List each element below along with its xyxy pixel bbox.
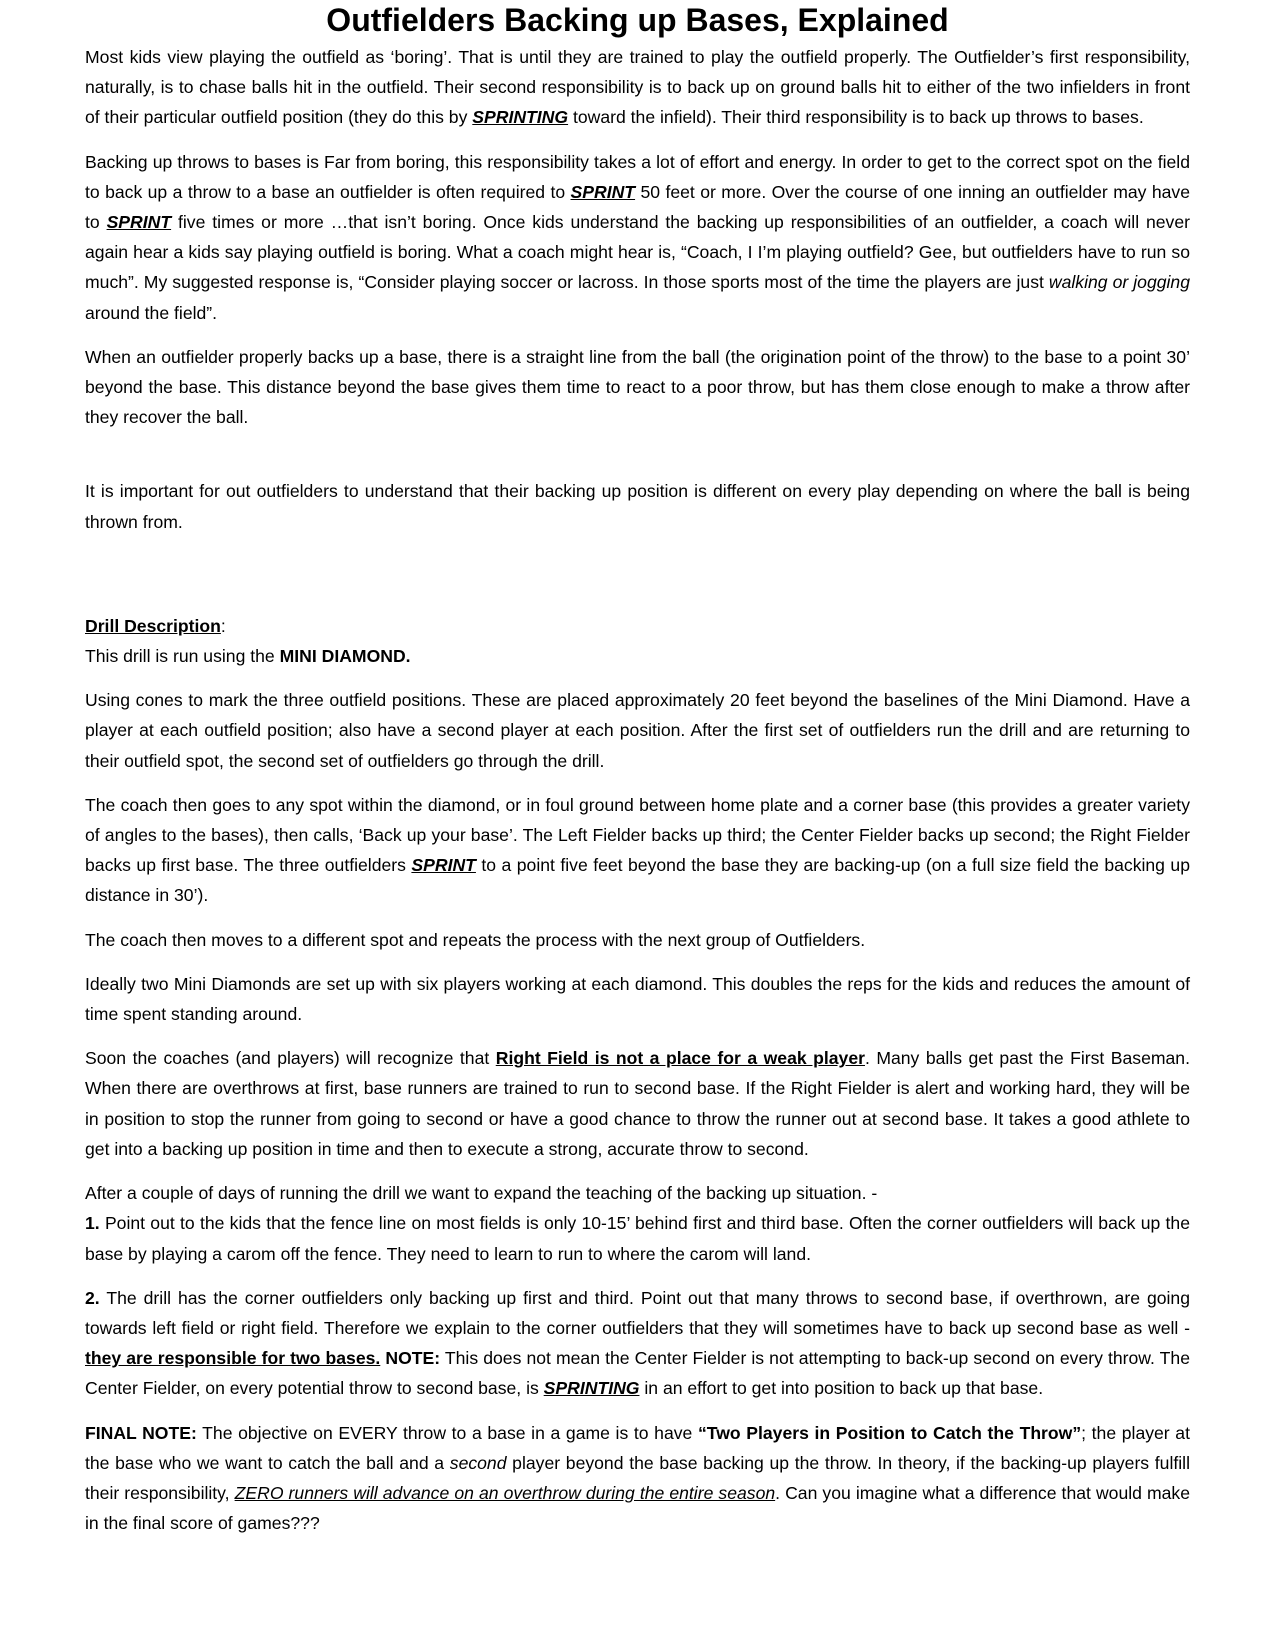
spacer — [85, 446, 1190, 476]
text: . Can you imagine what a difference that would make in the final score of games??? — [85, 1482, 1191, 1534]
drill-heading — [85, 611, 1190, 641]
text: Soon the coaches (and players) will recognize that — [85, 1048, 496, 1069]
text: in an effort to get into position to back up that base. — [639, 1378, 1044, 1399]
emphasis-right-field: Right Field is not a place for a weak player — [495, 1048, 865, 1069]
text: . Many balls get past the First Baseman. When there are overthrows at first, base runners are trained to run to second base. If the Right Fielder is alert and working hard, they will be in position to stop the runner from going to second or have a good chance to throw the runner out at second base. It takes a good athlete to get into a backing up position in time and then to execute a strong, accurate throw to second. — [85, 1048, 1190, 1159]
text: Backing up throws to bases is Far from boring, this responsibility takes a lot of effort and energy. In order to get to the correct spot on the field to back up a throw to a base an outfielder is often required to — [85, 151, 1190, 202]
emphasis-zero-runners: ZERO runners will advance on an overthrow during the entire season — [234, 1482, 776, 1503]
text: Most kids view playing the outfield as ‘boring’. That is until they are trained to play the outfield properly. The Outfielder’s first responsibility, naturally, is to chase balls hit in the outfield. Their second responsibility is to back up on ground balls hit to either of the two infielders in front of their particular outfield position (they do this by — [85, 47, 1190, 128]
emphasis-walking: walking or jogging — [1048, 272, 1190, 293]
text: around the field”. — [85, 302, 218, 323]
drill-paragraph-2 — [85, 790, 1190, 911]
drill-point-2 — [85, 1283, 1190, 1404]
text: player beyond the base backing up the throw. In theory, if the backing-up players fulfill their responsibility, — [85, 1452, 1190, 1503]
drill-paragraph-1: Using cones to mark the three outfield positions. These are placed approximately 20 feet beyond the baselines of the Mini Diamond. Have a player at each outfield position; also have a second player at each position. After the first set of outfielders run the drill and are returning to their outfield spot, the second set of outfielders go through the drill. — [85, 690, 1190, 771]
intro-paragraph-3: When an outfielder properly backs up a base, there is a straight line from the ball (the origination point of the throw) to the base to a point 30’ beyond the base. This distance beyond the base gives them time to react to a poor throw, but has them close enough to make a throw after they recover the ball. — [85, 346, 1190, 428]
point-number: 2. — [85, 1287, 100, 1308]
final-note-label: FINAL NOTE: — [85, 1422, 197, 1443]
text: ; the player at the base who we want to catch the ball and a — [85, 1422, 1190, 1473]
drill-paragraph-4: Ideally two Mini Diamonds are set up with six players working at each diamond. This doubles the reps for the kids and reduces the amount of time spent standing around. — [85, 973, 1190, 1025]
drill-point-1 — [85, 1208, 1190, 1268]
text: toward the infield). Their third responsibility is to back up throws to bases. — [568, 107, 1144, 128]
section-heading: Drill Description — [85, 615, 221, 636]
intro-paragraph-1 — [85, 42, 1190, 133]
drill-run-line — [85, 641, 1190, 671]
emphasis-sprint: SPRINT — [106, 212, 172, 233]
intro-paragraph-2 — [85, 147, 1190, 328]
text: The objective on EVERY throw to a base in a game is to have — [196, 1422, 698, 1443]
text: : — [220, 615, 226, 636]
final-note — [85, 1418, 1190, 1539]
note-label: NOTE: — [380, 1348, 441, 1369]
page-title: Outfielders Backing up Bases, Explained — [326, 2, 949, 38]
text: The drill has the corner outfielders only backing up first and third. Point out that many throws to second base, if overthrown, are going towards left field or right field. Therefore we explain to the corner outfielders that they will sometimes have to back up second base as well - — [85, 1287, 1190, 1338]
emphasis-sprint: SPRINT — [411, 855, 476, 876]
emphasis-second: second — [449, 1452, 507, 1473]
text: This drill is run using the — [85, 646, 280, 667]
text: five times or more …that isn’t boring. Once kids understand the backing up responsibilities of an outfielder, a coach will never again hear a kids say playing outfield is boring. What a coach might hear is, “Coach, I I’m playing outfield? Gee, but outfielders have to run so much”. My suggested response is, “Consider playing soccer or lacross. In those sports most of the time the players are just — [85, 212, 1190, 293]
emphasis-two-bases: they are responsible for two bases. — [85, 1348, 381, 1369]
intro-paragraph-4: It is important for out outfielders to understand that their backing up position is different on every play depending on where the ball is being thrown from. — [85, 481, 1190, 532]
text: Point out to the kids that the fence line on most fields is only 10-15’ behind first and third base. Often the corner outfielders will back up the base by playing a carom off the fence. They need to learn to run to where the carom will land. — [85, 1213, 1190, 1264]
emphasis-sprinting: SPRINTING — [543, 1378, 640, 1399]
text: 50 feet or more. Over the course of one inning an outfielder may have to — [85, 181, 1190, 233]
spacer — [85, 551, 1190, 611]
text: to a point five feet beyond the base they are backing-up (on a full size field the backing up distance in 30’). — [85, 855, 1190, 906]
emphasis-sprinting: SPRINTING — [472, 107, 569, 128]
text: This does not mean the Center Fielder is not attempting to back-up second on every throw. The Center Fielder, on every potential throw to second base, is — [85, 1348, 1190, 1399]
emphasis-mini-diamond: MINI DIAMOND. — [279, 646, 411, 667]
text: The coach then goes to any spot within the diamond, or in foul ground between home plate and a corner base (this provides a greater variety of angles to the bases), then calls, ‘Back up your base’. The Left Fielder backs up third; the Center Fielder backs up second; the Right Fielder backs up first base. The three outfielders — [85, 794, 1190, 876]
emphasis-quote: “Two Players in Position to Catch the Throw” — [697, 1422, 1082, 1443]
emphasis-sprint: SPRINT — [570, 181, 636, 202]
drill-paragraph-3: The coach then moves to a different spot and repeats the process with the next group of Outfielders. — [85, 929, 866, 950]
drill-paragraph-5 — [85, 1043, 1190, 1164]
drill-paragraph-6: After a couple of days of running the drill we want to expand the teaching of the backing up situation. - — [85, 1183, 878, 1204]
point-number: 1. — [85, 1213, 100, 1234]
